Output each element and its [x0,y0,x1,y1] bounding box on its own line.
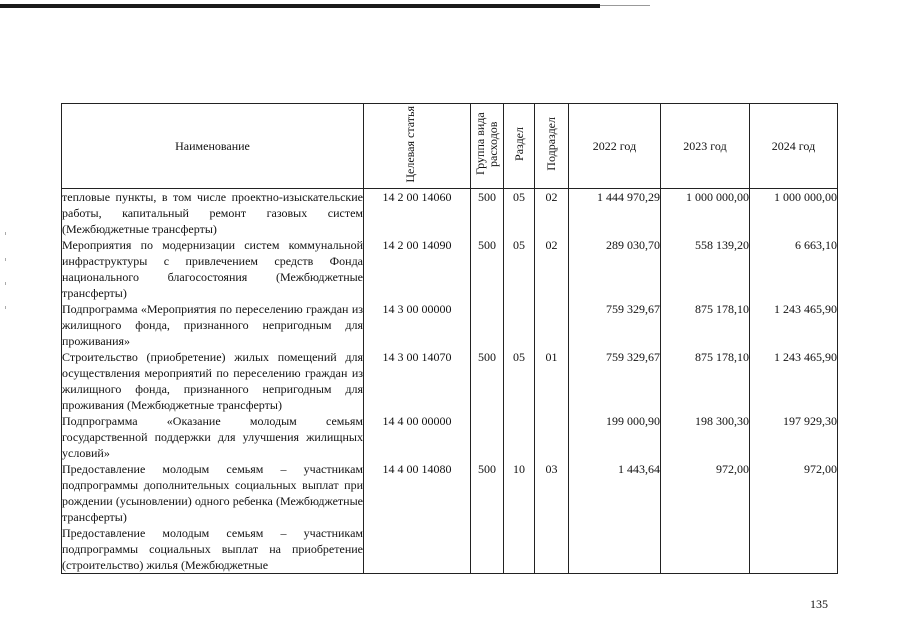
row-2023: 875 178,10 [661,349,750,413]
row-2024: 1 000 000,00 [750,189,838,238]
row-target: 14 3 00 14070 [364,349,471,413]
row-name: Предоставление молодым семьям – участникам подпрограммы социальных выплат на приобретение (строительство) жилья (Межбюджетные [62,526,363,572]
header-section-label: Раздел [511,127,526,161]
header-expense-group [471,104,504,189]
table-row [62,525,838,574]
row-name: Мероприятия по модернизации систем коммунальной инфраструктуры с привлечением средств Фонда национального благосостояния (Межбюджетные трансферты) [62,238,363,300]
row-2022: 1 444 970,29 [569,189,661,238]
row-subsection: 01 [535,349,569,413]
row-2023 [661,525,750,574]
scan-edge-tail [600,5,650,6]
row-group [471,301,504,349]
row-section [504,413,535,461]
row-section: 10 [504,461,535,525]
row-group: 500 [471,189,504,238]
page-number: 135 [810,597,828,611]
row-target [364,525,471,574]
header-2022: 2022 год [569,104,661,189]
row-2022: 289 030,70 [569,237,661,301]
row-section: 05 [504,349,535,413]
row-name: Подпрограмма «Оказание молодым семьям государственной поддержки для улучшения жилищных условий» [62,414,363,460]
row-group [471,413,504,461]
margin-mark [5,306,6,309]
row-2023: 198 300,30 [661,413,750,461]
row-target: 14 3 00 00000 [364,301,471,349]
row-2024: 1 243 465,90 [750,301,838,349]
table-row [62,237,838,301]
header-expense-group-label: Группа вида расходов [473,112,500,176]
row-2023: 1 000 000,00 [661,189,750,238]
header-target [364,104,471,189]
row-name: Подпрограмма «Мероприятия по переселению граждан из жилищного фонда, признанного непригодным для проживания» [62,302,363,348]
row-target: 14 2 00 14060 [364,189,471,238]
row-2023: 558 139,20 [661,237,750,301]
table-row [62,461,838,525]
row-2022: 759 329,67 [569,301,661,349]
row-name: Строительство (приобретение) жилых помещений для осуществления мероприятий по переселению граждан из жилищного фонда, признанного непригодным для проживания (Межбюджетные трансферты) [62,350,363,412]
table-row [62,349,838,413]
row-subsection: 02 [535,189,569,238]
row-2022: 1 443,64 [569,461,661,525]
row-name: тепловые пункты, в том числе проектно-изыскательские работы, капитальный ремонт газовых систем (Межбюджетные трансферты) [62,190,363,236]
table-row [62,413,838,461]
row-2022 [569,525,661,574]
scan-edge-shadow [0,4,600,8]
table-row [62,189,838,238]
row-2024: 1 243 465,90 [750,349,838,413]
row-name: Предоставление молодым семьям – участникам подпрограммы дополнительных социальных выплат при рождении (усыновлении) одного ребенка (Межбюджетные трансферты) [62,462,363,524]
header-name: Наименование [62,104,364,189]
header-subsection-label: Подраздел [544,117,558,171]
row-2022: 199 000,90 [569,413,661,461]
row-subsection [535,301,569,349]
row-group: 500 [471,349,504,413]
row-group: 500 [471,461,504,525]
row-subsection [535,413,569,461]
header-2024: 2024 год [750,104,838,189]
margin-mark [5,232,6,235]
row-2024: 6 663,10 [750,237,838,301]
row-subsection [535,525,569,574]
margin-mark [5,258,6,261]
row-group: 500 [471,237,504,301]
row-2023: 875 178,10 [661,301,750,349]
row-target: 14 2 00 14090 [364,237,471,301]
header-section [504,104,535,189]
row-target: 14 4 00 00000 [364,413,471,461]
row-subsection: 02 [535,237,569,301]
budget-table [61,103,838,574]
header-row [62,104,838,189]
row-2024 [750,525,838,574]
row-2022: 759 329,67 [569,349,661,413]
row-2024: 197 929,30 [750,413,838,461]
row-section: 05 [504,237,535,301]
margin-mark [5,282,6,285]
row-section: 05 [504,189,535,238]
row-2023: 972,00 [661,461,750,525]
header-2023: 2023 год [661,104,750,189]
row-subsection: 03 [535,461,569,525]
row-2024: 972,00 [750,461,838,525]
header-subsection [535,104,569,189]
row-section [504,525,535,574]
table-row [62,301,838,349]
header-target-label: Целевая статья [403,105,417,183]
row-target: 14 4 00 14080 [364,461,471,525]
row-section [504,301,535,349]
row-group [471,525,504,574]
